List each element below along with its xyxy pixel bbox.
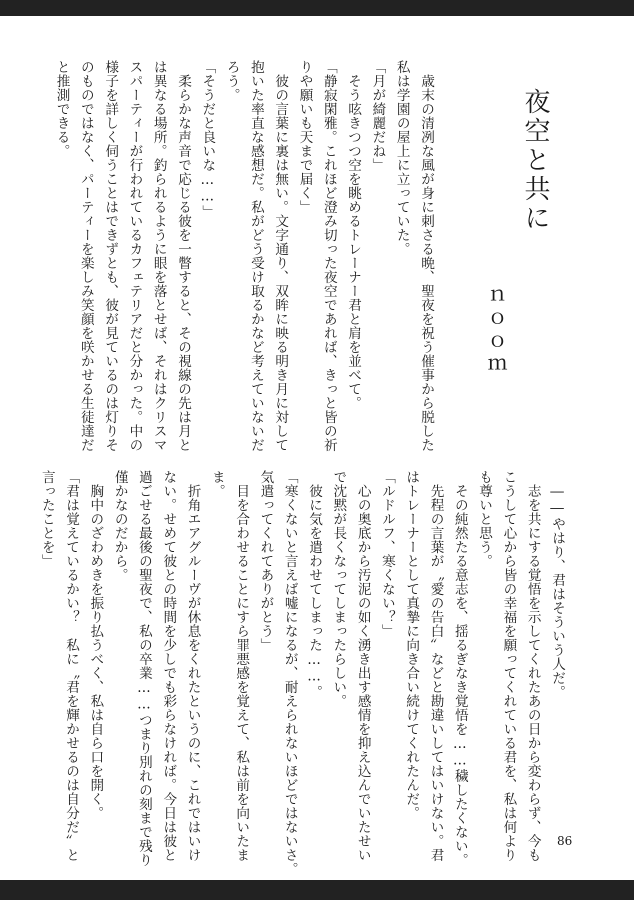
upper-text-block [49, 60, 438, 460]
text-line: も尊いと思う。 [476, 470, 493, 568]
text-line: 言ったことを」 [38, 470, 55, 568]
text-line: ろう。 [223, 60, 240, 102]
text-line: のものではなく、パーティーを楽しみ笑顔を咲かせる生徒達だ [77, 60, 94, 452]
text-line: と推測できる。 [53, 60, 70, 158]
text-line: 様子を詳しく伺うことはできずとも、彼が見ているのは灯りそ [102, 60, 119, 452]
text-line: 僅かなのだから。 [111, 470, 128, 582]
text-line: 胸中のざわめきを振り払うべく、私は自ら口を開く。 [87, 470, 104, 820]
text-line: 「そうだと良いな……」 [199, 60, 216, 219]
story-title: 夜空と共に [520, 88, 550, 233]
text-line: ま。 [208, 470, 225, 498]
text-line: 折角エアグルーヴが休息をくれたというのに、これではいけ [184, 470, 201, 862]
text-line: 抱いた率直な感想だ。私がどう受け取るかなど考えていないだ [247, 60, 264, 452]
text-line: は異なる場所。釣られるように眼を落とせば、それはクリスマ [150, 60, 167, 452]
bottom-border-bar [0, 880, 634, 900]
text-line: 気遣ってくれてありがとう」 [257, 470, 274, 652]
author-name: ｎｏｏｍ [484, 285, 508, 377]
text-line: こうして心から皆の幸福を願ってくれている君を、私は何より [500, 470, 517, 862]
text-line: 先程の言葉が〝愛の告白〟などと勘違いしてはいけない。君 [427, 470, 444, 862]
top-border-bar [0, 0, 634, 16]
text-line: そう呟きつつ空を眺めるトレーナー君と肩を並べて。 [345, 60, 362, 410]
text-line: 「ルドルフ、寒くない？」 [378, 470, 395, 638]
text-line: 心の奥底から汚泥の如く湧き出す感情を抑え込んでいたせい [354, 470, 371, 862]
text-line: 過ごせる最後の聖夜で、私の卒業……つまり別れの刻まで残り [135, 470, 152, 867]
page-number: 86 [557, 834, 573, 848]
text-line: りや願いも天まで届く」 [296, 60, 313, 214]
text-line: 歳末の清冽な風が身に刺さる晩、聖夜を祝う催事から脱した [418, 60, 434, 452]
text-line: 目を合わせることにすら罪悪感を覚えて、私は前を向いたま [233, 470, 250, 862]
text-line: 「静寂閑雅。これほど澄み切った夜空であれば、きっと皆の祈 [320, 60, 337, 452]
text-line: その純然たる意志を、揺るぎなき覚悟を……穢したくない。 [451, 470, 468, 867]
text-line: 彼に気を遣わせてしまった……。 [306, 470, 323, 699]
text-line: 私は学園の屋上に立っていた。 [393, 60, 410, 256]
text-line: 柔らかな声音で応じる彼を一瞥すると、その視線の先は月と [175, 60, 192, 452]
text-line: 「月が綺麗だね」 [369, 60, 386, 172]
text-line: 志を共にする覚悟を示してくれたあの日から変わらず、今も [524, 470, 541, 862]
text-line: スパーティーが行われているカフェテリアだと分かった。中の [126, 60, 143, 452]
text-line: はトレーナーとして真摯に向き合い続けてくれたんだ。 [403, 470, 420, 820]
text-line: ――やはり、君はそういう人だ。 [549, 470, 565, 699]
text-line: ない。せめて彼との時間を少しでも彩らなければ。今日は彼と [160, 470, 177, 862]
text-line: で沈黙が長くなってしまったらしい。 [330, 470, 347, 708]
text-line: 彼の言葉に裏は無い。文字通り、双眸に映る明き月に対して [272, 60, 289, 452]
text-line: 「君は覚えているかい？ 私に〝君を輝かせるのは自分だ〟と [63, 470, 80, 862]
text-line: 「寒くないと言えば嘘になるが、耐えられないほどではないさ。 [281, 470, 298, 876]
